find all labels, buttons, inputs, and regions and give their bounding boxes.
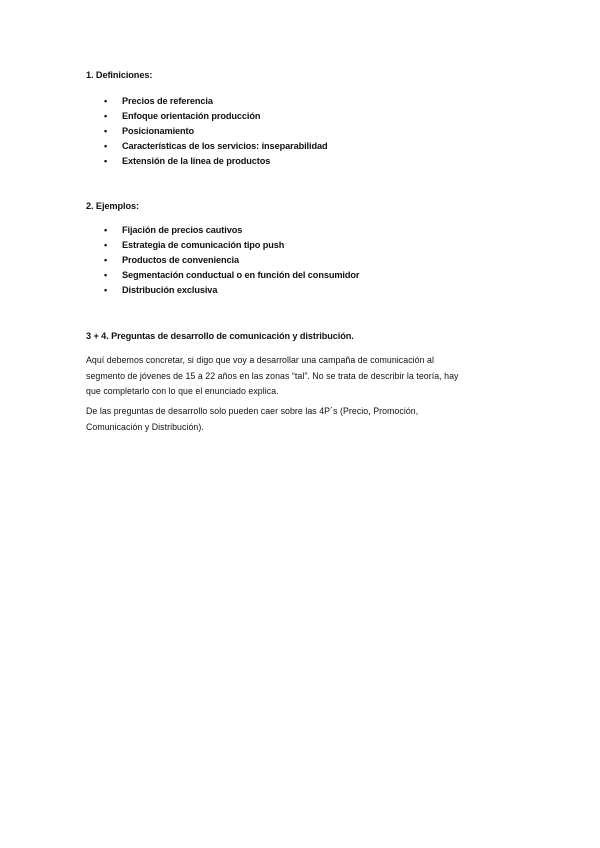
paragraph-4ps — [86, 404, 526, 435]
section-heading-ejemplos: 2. Ejemplos: — [86, 201, 139, 211]
bullet-icon: • — [104, 225, 108, 235]
section-heading-preguntas-desarrollo: 3 + 4. Preguntas de desarrollo de comunicación y distribución. — [86, 331, 354, 341]
paragraph-concretar — [86, 353, 526, 400]
definiciones-list — [86, 94, 328, 169]
list-item: • Enfoque orientación producción — [86, 109, 328, 124]
bullet-icon: • — [104, 156, 108, 166]
bullet-icon: • — [104, 285, 108, 295]
section-heading-definiciones: 1. Definiciones: — [86, 70, 153, 80]
bullet-icon: • — [104, 96, 108, 106]
ejemplos-list — [86, 223, 359, 298]
list-item: • Posicionamiento — [86, 124, 328, 139]
paragraph-line: que completarlo con lo que el enunciado explica. — [86, 386, 279, 396]
list-item: • Precios de referencia — [86, 94, 328, 109]
list-item: • Segmentación conductual o en función del consumidor — [86, 268, 359, 283]
bullet-icon: • — [104, 270, 108, 280]
paragraph-line: De las preguntas de desarrollo solo pueden caer sobre las 4P´s (Precio, Promoción, — [86, 406, 419, 416]
list-item: • Fijación de precios cautivos — [86, 223, 359, 238]
list-item: • Características de los servicios: inseparabilidad — [86, 139, 328, 154]
bullet-icon: • — [104, 240, 108, 250]
list-item: • Productos de conveniencia — [86, 253, 359, 268]
list-item: • Extensión de la línea de productos — [86, 154, 328, 169]
list-item: • Distribución exclusiva — [86, 283, 359, 298]
bullet-icon: • — [104, 111, 108, 121]
bullet-icon: • — [104, 141, 108, 151]
list-item: • Estrategia de comunicación tipo push — [86, 238, 359, 253]
paragraph-line: segmento de jóvenes de 15 a 22 años en las zonas “tal”. No se trata de describir la teoría, hay — [86, 370, 459, 381]
paragraph-line: Comunicación y Distribución). — [86, 421, 204, 432]
bullet-icon: • — [104, 255, 108, 265]
paragraph-line: Aquí debemos concretar, si digo que voy a desarrollar una campaña de comunicación al — [86, 355, 434, 365]
bullet-icon: • — [104, 126, 108, 136]
